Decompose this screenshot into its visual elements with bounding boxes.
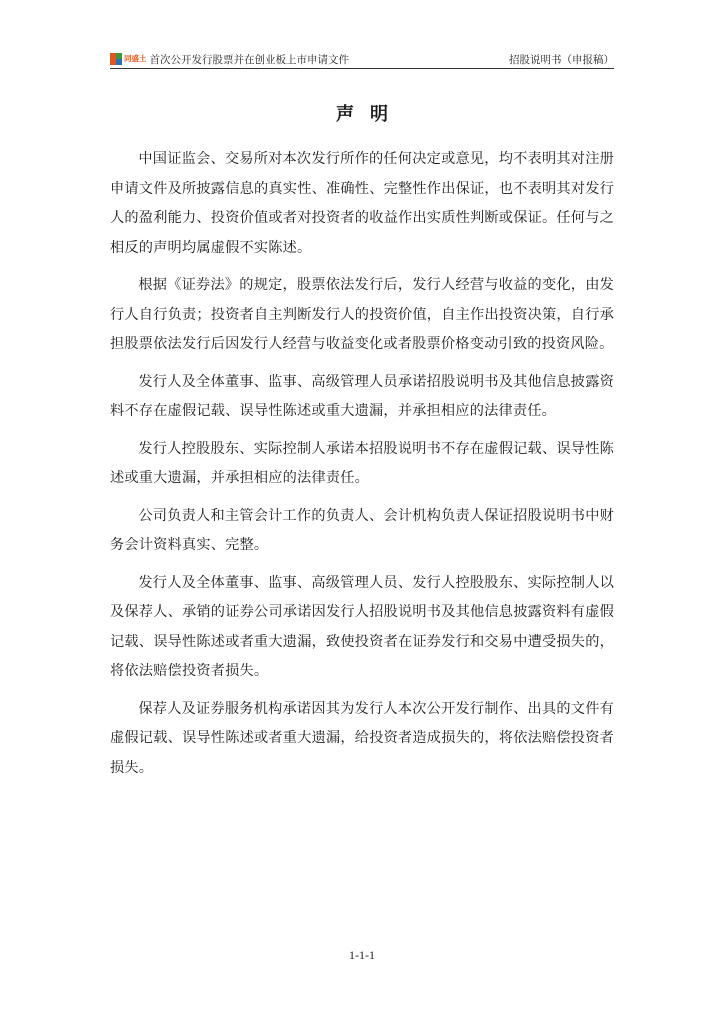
logo-text: 同盛土	[124, 54, 147, 64]
paragraph: 保荐人及证券服务机构承诺因其为发行人本次公开发行制作、出具的文件有虚假记载、误导性陈述或者重大遗漏，给投资者造成损失的，将依法赔偿投资者损失。	[110, 700, 614, 776]
paragraph: 发行人控股股东、实际控制人承诺本招股说明书不存在虚假记载、误导性陈述或重大遗漏，并承担相应的法律责任。	[110, 440, 614, 486]
page-title: 声明	[336, 104, 404, 125]
paragraph: 公司负责人和主管会计工作的负责人、会计机构负责人保证招股说明书中财务会计资料真实、完整。	[110, 507, 614, 553]
paragraph: 中国证监会、交易所对本次发行所作的任何决定或意见，均不表明其对注册申请文件及所披露信息的真实性、准确性、完整性作出保证，也不表明其对发行人的盈利能力、投资价值或者对投资者的收益作出实质性判断或保证。任何与之相反的声明均属虚假不实陈述。	[110, 151, 614, 256]
paragraph: 根据《证券法》的规定，股票依法发行后，发行人经营与收益的变化，由发行人自行负责；投资者自主判断发行人的投资价值，自主作出投资决策，自行承担股票依法发行后因发行人经营与收益变化或者股票价格变动引致的投资风险。	[110, 277, 614, 352]
page-number: 1-1-1	[349, 948, 375, 962]
logo-mark-icon	[110, 53, 122, 65]
header-document-title: 首次公开发行股票并在创业板上市申请文件	[149, 53, 349, 66]
header-left	[110, 52, 349, 67]
company-logo	[110, 53, 147, 65]
page-header	[110, 50, 614, 69]
paragraph: 发行人及全体董事、监事、高级管理人员承诺招股说明书及其他信息披露资料不存在虚假记载、误导性陈述或重大遗漏，并承担相应的法律责任。	[110, 373, 614, 419]
declaration-body	[110, 145, 614, 791]
paragraph: 发行人及全体董事、监事、高级管理人员、发行人控股股东、实际控制人以及保荐人、承销的证券公司承诺因发行人招股说明书及其他信息披露资料有虚假记载、误导性陈述或者重大遗漏，致使投资者在证券发行和交易中遭受损失的，将依法赔偿投资者损失。	[110, 574, 614, 679]
header-document-type: 招股说明书（申报稿）	[509, 53, 614, 66]
